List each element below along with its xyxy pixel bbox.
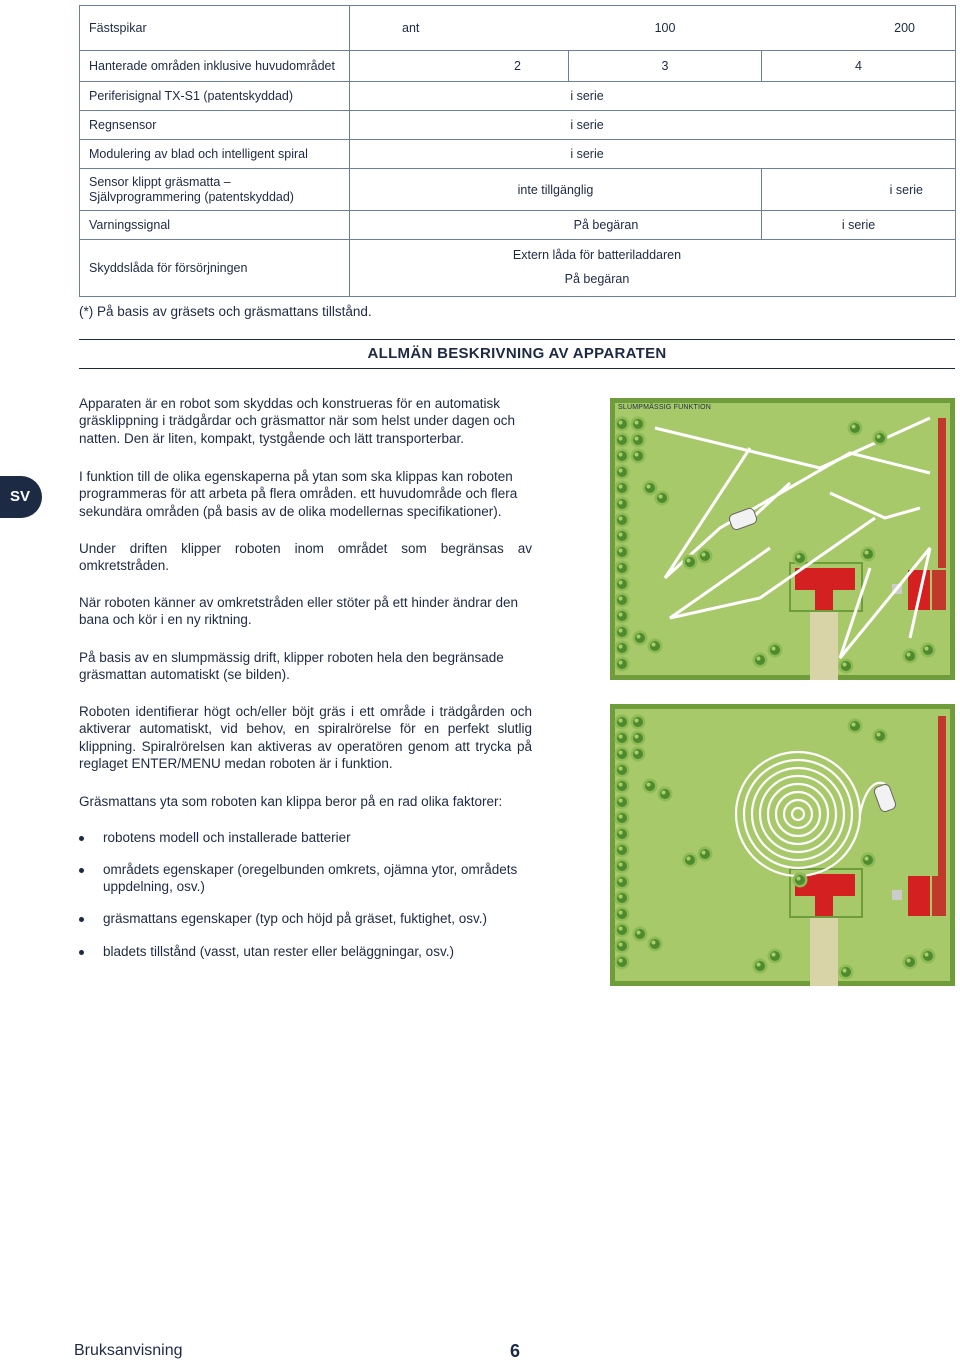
list-item <box>79 829 539 846</box>
table-cell: i serie <box>350 82 956 111</box>
paragraph: Roboten identifierar högt och/eller böjt gräs i ett område i trädgården och aktiverar automatiskt, vid behov, en spiralrörelse för en perfekt slutlig klippning. Spiralrörelsen kan aktiveras av operatören genom att trycka på reglaget ENTER/MENU medan roboten är i funktion. <box>79 704 532 771</box>
list-item <box>79 943 539 960</box>
table-row <box>80 169 956 211</box>
language-tab: SV <box>0 476 42 518</box>
table-row <box>80 240 956 297</box>
shed-icon <box>908 876 930 916</box>
list-item <box>79 861 539 896</box>
paragraph: På basis av en slumpmässig drift, klipper roboten hela den begränsade gräsmattan automatiskt (se bilden). <box>79 650 504 683</box>
table-cell: i serie <box>350 111 956 140</box>
table-cell: inte tillgänglig <box>350 169 762 211</box>
table-row <box>80 111 956 140</box>
footer-title: Bruksanvisning <box>74 1342 183 1359</box>
table-row <box>80 51 956 82</box>
row-label: Sensor klippt gräsmatta – Självprogrammering (patentskyddad) <box>80 169 350 211</box>
random-mowing-illustration <box>610 398 955 680</box>
paragraph: Apparaten är en robot som skyddas och konstrueras för en automatisk gräsklippning i trädgårdar och gräsmattor när som helst under dagen och natten. Den är liten, kompakt, tystgående och lätt transporterbar. <box>79 396 515 446</box>
cell-line: På begäran <box>564 272 630 286</box>
table-cell: 4 <box>762 51 956 82</box>
garden-path <box>810 909 838 986</box>
bullet-icon <box>79 917 84 922</box>
paragraph: I funktion till de olika egenskaperna på ytan som ska klippas kan roboten programmeras för att arbeta på flera områden. ett huvudområde och flera sekundära områden (på basis av de olika modellernas specifikationer). <box>79 469 518 519</box>
paragraph: Gräsmattans yta som roboten kan klippa beror på en rad olika faktorer: <box>79 794 503 809</box>
bullet-icon <box>79 836 84 841</box>
table-cell: På begäran <box>350 211 762 240</box>
list-item-text: områdets egenskaper (oregelbunden omkrets, ojämna ytor, områdets uppdelning, osv.) <box>103 862 518 895</box>
paragraph: Under driften klipper roboten inom området som begränsas av omkretstråden. <box>79 541 532 574</box>
section-title: ALLMÄN BESKRIVNING AV APPARATEN <box>79 339 955 369</box>
footnote: (*) På basis av gräsets och gräsmattans tillstånd. <box>79 304 372 319</box>
row-label: Regnsensor <box>80 111 350 140</box>
row-label: Periferisignal TX-S1 (patentskyddad) <box>80 82 350 111</box>
table-cell: i serie <box>762 211 956 240</box>
table-cell: ant <box>350 6 569 51</box>
table-cell: 200 <box>762 6 956 51</box>
table-cell: i serie <box>350 140 956 169</box>
table-cell <box>350 240 956 297</box>
spec-table <box>79 5 956 297</box>
cell-line: Extern låda för batteriladdaren <box>512 248 682 263</box>
list-item-text: gräsmattans egenskaper (typ och höjd på gräset, fuktighet, osv.) <box>103 911 487 926</box>
table-cell: i serie <box>762 169 956 211</box>
charging-station-icon <box>892 890 902 900</box>
spiral-mowing-illustration <box>610 704 955 986</box>
table-row <box>80 140 956 169</box>
figure-caption: SLUMPMÄSSIG FUNKTION <box>618 404 712 411</box>
table-cell: 3 <box>569 51 762 82</box>
list-item <box>79 910 539 927</box>
row-label: Fästspikar <box>80 6 350 51</box>
row-label: Hanterade områden inklusive huvudområdet <box>80 51 350 82</box>
paragraph: När roboten känner av omkretstråden eller stöter på ett hinder ändrar den bana och kör i en ny riktning. <box>79 595 518 628</box>
table-row <box>80 6 956 51</box>
list-item-text: bladets tillstånd (vasst, utan rester eller beläggningar, osv.) <box>103 944 454 959</box>
garden-path <box>810 603 838 680</box>
bullet-icon <box>79 950 84 955</box>
table-row <box>80 82 956 111</box>
row-label: Skyddslåda för försörjningen <box>80 240 350 297</box>
row-label: Varningssignal <box>80 211 350 240</box>
page-number: 6 <box>510 1341 521 1361</box>
table-cell: 2 <box>350 51 569 82</box>
table-cell: 100 <box>569 6 762 51</box>
list-item-text: robotens modell och installerade batterier <box>103 830 351 845</box>
table-row <box>80 211 956 240</box>
bullet-icon <box>79 868 84 873</box>
row-label: Modulering av blad och intelligent spiral <box>80 140 350 169</box>
